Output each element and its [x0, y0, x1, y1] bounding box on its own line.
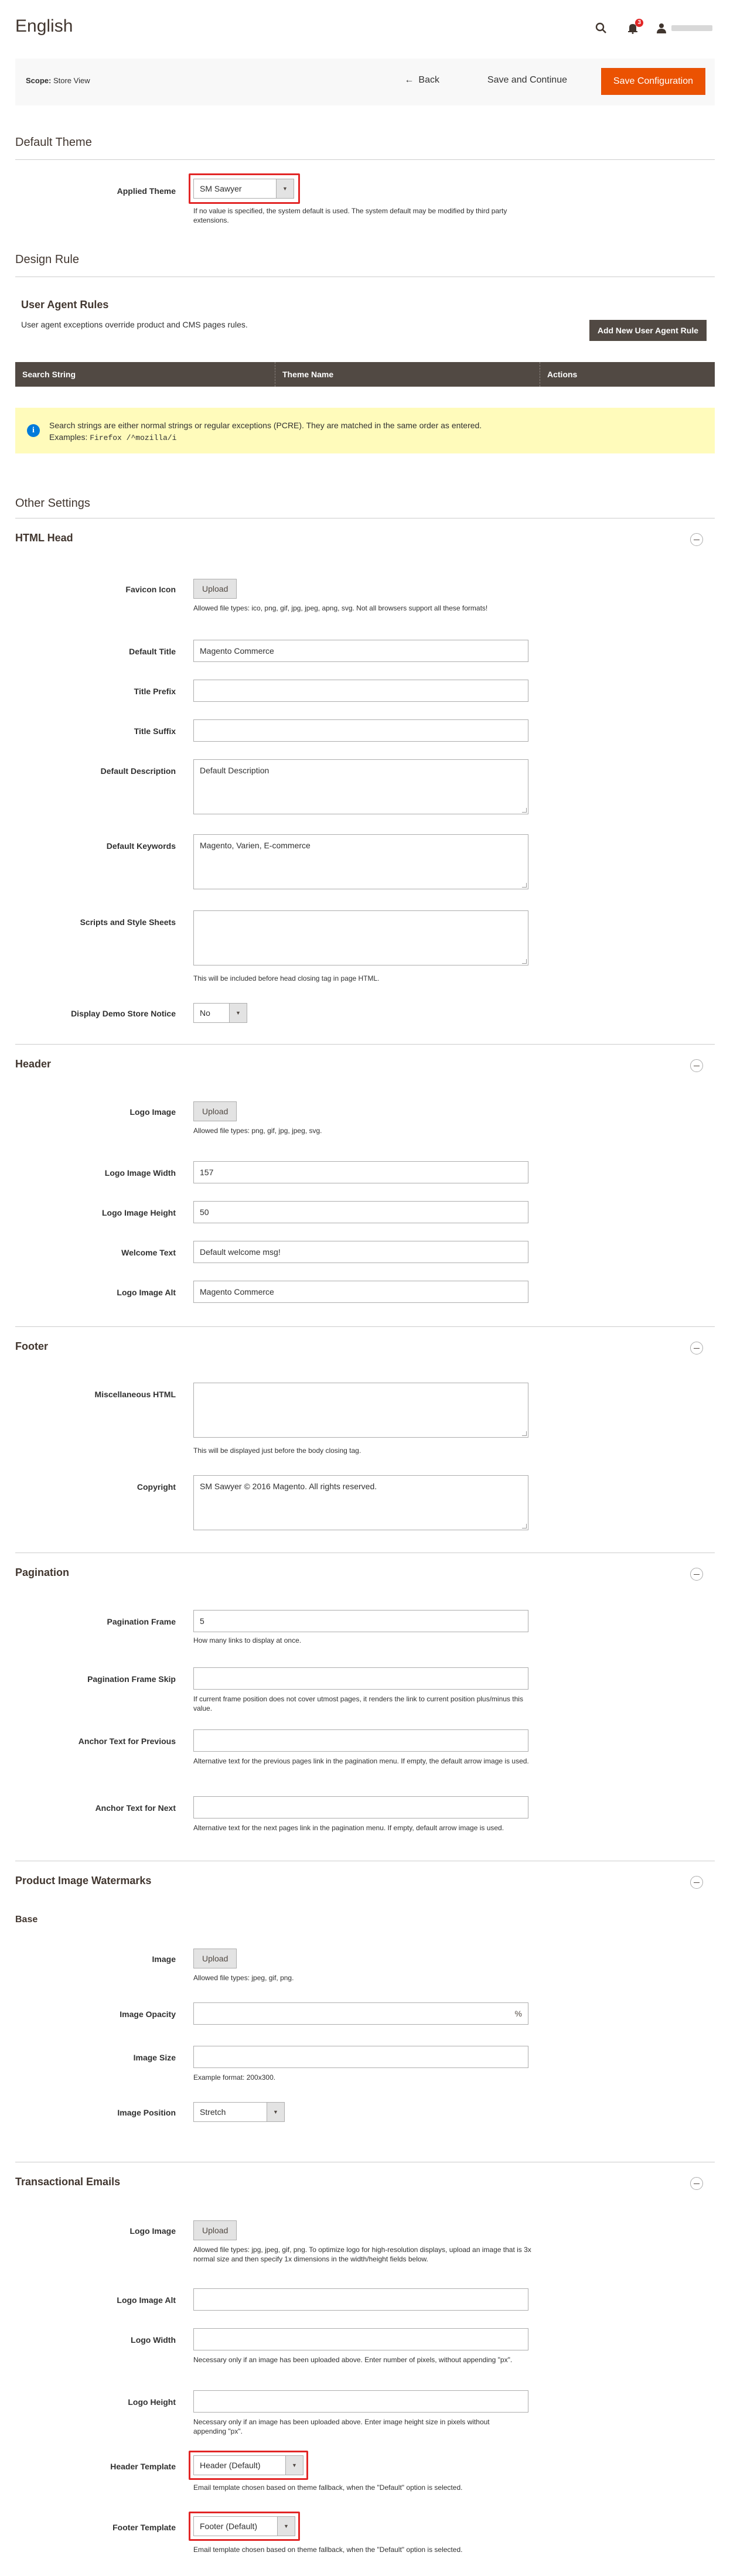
- default-description-label: Default Description: [100, 766, 176, 776]
- chevron-down-icon: ▼: [285, 2456, 303, 2475]
- applied-theme-select[interactable]: SM Sawyer ▼: [193, 179, 294, 199]
- logo-height-label: Logo Image Height: [102, 1208, 176, 1217]
- group-title-transactional-emails[interactable]: Transactional Emails: [15, 2176, 121, 2188]
- pagination-skip-label: Pagination Frame Skip: [87, 1674, 176, 1684]
- anchor-next-input[interactable]: [193, 1796, 528, 1818]
- watermark-image-note: Allowed file types: jpeg, gif, png.: [193, 1974, 294, 1982]
- save-and-continue-button[interactable]: Save and Continue: [487, 75, 567, 85]
- image-position-label: Image Position: [117, 2108, 176, 2117]
- section-title-other-settings: Other Settings: [15, 497, 90, 510]
- welcome-text-input[interactable]: Default welcome msg!: [193, 1241, 528, 1263]
- demo-notice-label: Display Demo Store Notice: [71, 1009, 176, 1018]
- user-agent-table-header: [15, 362, 715, 387]
- divider: [15, 159, 715, 160]
- user-agent-rules-title: User Agent Rules: [21, 299, 109, 311]
- title-prefix-input[interactable]: [193, 680, 528, 702]
- column-actions: Actions: [547, 370, 578, 379]
- email-logo-label: Logo Image: [129, 2226, 176, 2236]
- email-logo-height-note: Necessary only if an image has been uploaded above. Enter image height size in pixels without appending "px".: [193, 2418, 490, 2435]
- user-agent-rules-note: User agent exceptions override product and CMS pages rules.: [21, 320, 248, 329]
- footer-template-select[interactable]: Footer (Default) ▼: [193, 2516, 295, 2536]
- email-logo-width-label: Logo Width: [131, 2335, 176, 2345]
- anchor-previous-note: Alternative text for the previous pages link in the pagination menu. If empty, the default arrow image is used.: [193, 1757, 529, 1765]
- watermark-image-label: Image: [152, 1954, 176, 1964]
- header-template-select[interactable]: Header (Default) ▼: [193, 2455, 303, 2475]
- arrow-left-icon: ←: [404, 75, 414, 85]
- group-title-footer[interactable]: Footer: [15, 1340, 48, 1352]
- user-name-redacted: [671, 25, 712, 31]
- notifications-count: 3: [635, 19, 643, 27]
- demo-notice-select[interactable]: No ▼: [193, 1003, 247, 1023]
- image-opacity-input[interactable]: [193, 2002, 528, 2025]
- info-message: [15, 408, 715, 453]
- pagination-skip-input[interactable]: [193, 1667, 528, 1690]
- collapse-icon[interactable]: [690, 1059, 703, 1072]
- logo-upload-button[interactable]: Upload: [193, 1101, 237, 1121]
- pagination-skip-note: If current frame position does not cover utmost pages, it renders the link to current position plus/minus this value.: [193, 1695, 523, 1712]
- image-size-input[interactable]: [193, 2046, 528, 2068]
- back-button[interactable]: ← Back: [404, 75, 439, 85]
- email-logo-width-input[interactable]: [193, 2328, 528, 2350]
- copyright-textarea[interactable]: SM Sawyer © 2016 Magento. All rights reserved.: [193, 1475, 528, 1530]
- footer-template-label: Footer Template: [112, 2523, 176, 2532]
- misc-html-textarea[interactable]: [193, 1383, 528, 1438]
- scope-label: Scope: Store View: [26, 76, 90, 85]
- pagination-frame-note: How many links to display at once.: [193, 1636, 302, 1644]
- chevron-down-icon: ▼: [267, 2103, 284, 2121]
- pagination-frame-label: Pagination Frame: [107, 1617, 176, 1626]
- info-icon: i: [27, 424, 40, 437]
- divider: [15, 1326, 715, 1327]
- add-user-agent-rule-button[interactable]: Add New User Agent Rule: [589, 320, 707, 341]
- email-logo-note: Allowed file types: jpg, jpeg, gif, png. To optimize logo for high-resolution displays, upload an image that is 3x normal size and then specify 1x dimensions in the width/height fields below.: [193, 2246, 531, 2263]
- collapse-icon[interactable]: [690, 1568, 703, 1581]
- email-logo-alt-input[interactable]: [193, 2288, 528, 2311]
- scripts-note: This will be included before head closing tag in page HTML.: [193, 974, 380, 982]
- collapse-icon[interactable]: [690, 533, 703, 546]
- page-actions-bar: [15, 59, 715, 105]
- anchor-next-label: Anchor Text for Next: [95, 1803, 176, 1813]
- image-opacity-label: Image Opacity: [120, 2009, 176, 2019]
- email-logo-width-note: Necessary only if an image has been uploaded above. Enter number of pixels, without appending "px".: [193, 2356, 513, 2364]
- default-description-textarea[interactable]: Default Description: [193, 759, 528, 814]
- collapse-icon[interactable]: [690, 2177, 703, 2190]
- logo-width-input[interactable]: 157: [193, 1161, 528, 1183]
- scripts-textarea[interactable]: [193, 910, 528, 965]
- logo-alt-input[interactable]: Magento Commerce: [193, 1281, 528, 1303]
- title-prefix-label: Title Prefix: [134, 687, 176, 696]
- collapse-icon[interactable]: [690, 1342, 703, 1354]
- misc-html-label: Miscellaneous HTML: [94, 1390, 176, 1399]
- image-position-select[interactable]: Stretch ▼: [193, 2102, 285, 2122]
- favicon-note: Allowed file types: ico, png, gif, jpg, jpeg, apng, svg. Not all browsers support all these formats!: [193, 604, 488, 612]
- favicon-label: Favicon Icon: [125, 585, 176, 594]
- header-template-label: Header Template: [110, 2462, 176, 2471]
- scripts-label: Scripts and Style Sheets: [80, 917, 176, 927]
- logo-image-label: Logo Image: [129, 1107, 176, 1117]
- welcome-text-label: Welcome Text: [121, 1248, 176, 1257]
- group-title-header[interactable]: Header: [15, 1058, 52, 1070]
- group-title-html-head[interactable]: HTML Head: [15, 532, 73, 544]
- header-actions: [593, 20, 712, 36]
- search-icon[interactable]: [593, 20, 609, 36]
- group-title-pagination[interactable]: Pagination: [15, 1567, 70, 1578]
- default-keywords-label: Default Keywords: [106, 841, 176, 851]
- group-title-watermarks[interactable]: Product Image Watermarks: [15, 1875, 152, 1886]
- title-suffix-input[interactable]: [193, 719, 528, 742]
- logo-height-input[interactable]: 50: [193, 1201, 528, 1223]
- save-configuration-button[interactable]: Save Configuration: [601, 68, 705, 95]
- anchor-previous-label: Anchor Text for Previous: [78, 1736, 176, 1746]
- column-search-string: Search String: [15, 362, 275, 387]
- default-title-input[interactable]: Magento Commerce: [193, 640, 528, 662]
- default-title-label: Default Title: [129, 647, 176, 656]
- info-message-text: Search strings are either normal strings or regular exceptions (PCRE). They are matched in the same order as entered. Examples: Firefox /^mozilla/i: [49, 421, 482, 442]
- logo-width-label: Logo Image Width: [104, 1168, 176, 1178]
- logo-image-note: Allowed file types: png, gif, jpg, jpeg, svg.: [193, 1127, 322, 1135]
- default-keywords-textarea[interactable]: Magento, Varien, E-commerce: [193, 834, 528, 889]
- image-size-note: Example format: 200x300.: [193, 2073, 276, 2082]
- chevron-down-icon: ▼: [276, 179, 294, 198]
- misc-html-note: This will be displayed just before the body closing tag.: [193, 1446, 361, 1455]
- column-theme-name: Theme Name: [275, 362, 540, 387]
- chevron-down-icon: ▼: [277, 2517, 295, 2536]
- percent-sign: %: [514, 2009, 522, 2018]
- applied-theme-note: If no value is specified, the system default is used. The system default may be modified by third party extensions.: [193, 207, 507, 224]
- footer-template-note: Email template chosen based on theme fallback, when the "Default" option is selected.: [193, 2546, 463, 2554]
- pagination-frame-input[interactable]: 5: [193, 1610, 528, 1632]
- email-logo-upload-button[interactable]: Upload: [193, 2220, 237, 2240]
- logo-alt-label: Logo Image Alt: [117, 1288, 176, 1297]
- applied-theme-label: Applied Theme: [117, 186, 176, 196]
- user-icon: [656, 23, 667, 33]
- email-logo-height-label: Logo Height: [128, 2397, 176, 2407]
- user-menu[interactable]: [656, 23, 712, 33]
- section-title-default-theme: Default Theme: [15, 136, 92, 149]
- bell-icon[interactable]: [625, 20, 641, 36]
- email-logo-alt-label: Logo Image Alt: [117, 2295, 176, 2305]
- divider: [15, 1044, 715, 1045]
- copyright-label: Copyright: [137, 1482, 176, 1492]
- anchor-next-note: Alternative text for the next pages link in the pagination menu. If empty, default arrow image is used.: [193, 1824, 504, 1832]
- page-title: English: [15, 16, 73, 36]
- section-title-design-rule: Design Rule: [15, 253, 79, 266]
- watermark-upload-button[interactable]: Upload: [193, 1949, 237, 1968]
- chevron-down-icon: ▼: [229, 1004, 247, 1022]
- image-size-label: Image Size: [133, 2053, 176, 2062]
- email-logo-height-input[interactable]: [193, 2390, 528, 2413]
- favicon-upload-button[interactable]: Upload: [193, 579, 237, 599]
- title-suffix-label: Title Suffix: [134, 726, 176, 736]
- collapse-icon[interactable]: [690, 1876, 703, 1889]
- header-template-note: Email template chosen based on theme fallback, when the "Default" option is selected.: [193, 2483, 463, 2492]
- anchor-previous-input[interactable]: [193, 1729, 528, 1752]
- watermark-base-title: Base: [15, 1915, 38, 1925]
